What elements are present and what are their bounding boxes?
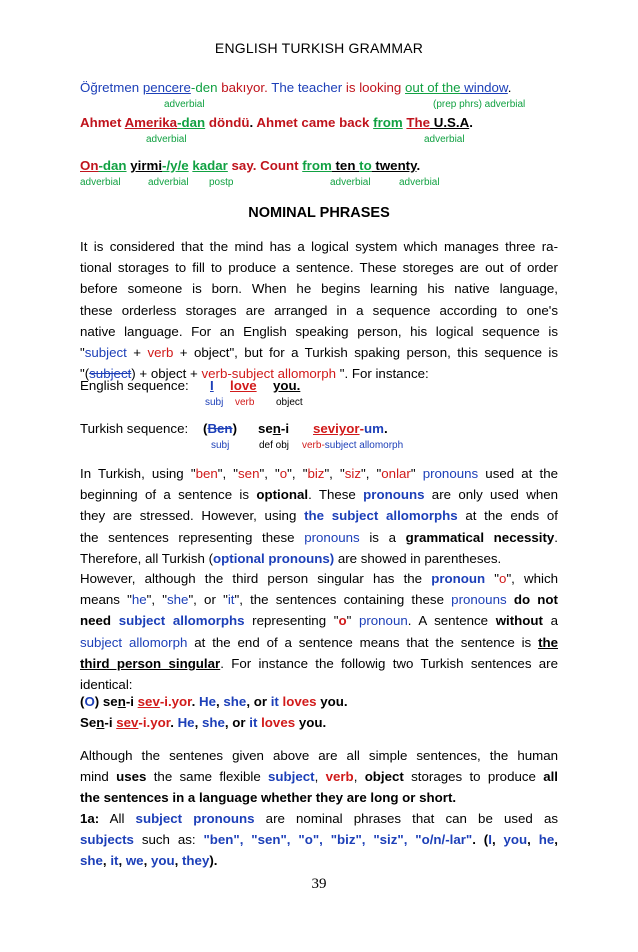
text-line: subjects such as: "ben", "sen", "o", "biz", "siz", "o/n/-lar". (I, you, he,: [80, 832, 558, 848]
paragraph-third-person: [80, 568, 558, 695]
text-line: these orderless storages are arranged in a sequence according to one's: [80, 302, 558, 318]
example-text: döndü: [205, 115, 250, 130]
text-line: 1a: All subject pronouns are nominal phrases that can be used as: [80, 811, 558, 826]
example-text: -dan: [98, 158, 127, 173]
text-line: However, although the third person singular has the pronoun "o", which: [80, 571, 559, 586]
example-text: .: [469, 115, 473, 130]
paragraph-1a: [80, 808, 558, 872]
section-title: NOMINAL PHRASES: [248, 205, 390, 221]
example-text: On: [80, 158, 99, 173]
seq-word-seni: sen-i: [258, 421, 290, 436]
text-line: third person singular. For instance the followig two Turkish sentences are: [80, 655, 558, 671]
example-text: Amerika: [124, 115, 178, 130]
tag-verb-subject-allomorph: verb-subject allomorph: [302, 440, 404, 451]
example-text: pencere: [142, 80, 191, 95]
example-text: The teacher: [271, 80, 343, 95]
text-line: "(subject) + object + verb-subject allomorph ". For instance:: [80, 366, 429, 382]
paragraph-storages: [80, 745, 558, 809]
tag-subj: subj: [205, 397, 224, 408]
example-text: yirmi: [130, 158, 163, 173]
seq-word-i: I: [210, 378, 214, 393]
text-line: beginning of a sentence is optional. These pronouns are only used when: [80, 487, 559, 503]
example-text: Ahmet: [80, 115, 125, 130]
example-text: U.S.A: [430, 115, 470, 130]
example-text: twenty: [371, 158, 417, 173]
running-header: ENGLISH TURKISH GRAMMAR: [214, 40, 424, 56]
example-text: Count: [260, 158, 299, 173]
example-text: kadar: [192, 158, 228, 173]
example-sentence-2: Sen-i sev-i.yor. He, she, or it loves you.: [80, 715, 327, 730]
example-text: from: [373, 115, 403, 130]
text-line: Although the sentenes given above are all simple sentences, the human: [80, 748, 558, 763]
example-text: Öğretmen: [80, 80, 143, 95]
example-text: from: [302, 158, 332, 173]
seq-word-ben: (Ben): [203, 421, 237, 436]
example-text: out of the: [405, 80, 461, 95]
tag-postp: postp: [209, 177, 234, 188]
tag-adverbial: adverbial: [146, 134, 187, 145]
example-text: .: [507, 80, 512, 95]
text-line: subject allomorph at the end of a sentence means that the sentence is the: [80, 634, 559, 650]
text-line: need subject allomorphs representing "o" pronoun. A sentence without a: [80, 613, 558, 629]
tag-adverbial: adverbial: [148, 177, 189, 188]
tag-adverbial: adverbial: [399, 177, 440, 188]
text-line: tional storages to fill to produce a sentence. These storeges are out of order: [80, 260, 558, 276]
tag-verb: verb: [235, 397, 255, 408]
text-line: the sentences representing these pronouns is a grammatical necessity.: [80, 529, 558, 545]
example-sentence-1: (O) sen-i sev-i.yor. He, she, or it loves you.: [80, 694, 348, 709]
text-line: identical:: [80, 676, 133, 692]
tag-prep-phrase-adverbial: (prep phrs) adverbial: [433, 99, 526, 110]
tag-adverbial: adverbial: [80, 177, 121, 188]
turkish-sequence-label: Turkish sequence:: [80, 421, 189, 436]
example-text: ten: [331, 158, 360, 173]
tag-adverbial: adverbial: [164, 99, 205, 110]
example-text: is looking: [342, 80, 406, 95]
example-line-2: [80, 115, 473, 130]
text-line: native language. For an English speaking person, his logical sequence is: [80, 323, 558, 339]
example-text: -/y/e: [162, 158, 189, 173]
tag-def-obj: def obj: [259, 440, 290, 451]
tag-adverbial: adverbial: [424, 134, 465, 145]
example-text: .: [416, 158, 421, 173]
seq-word-love: love: [230, 378, 257, 393]
example-text: to: [359, 158, 372, 173]
text-line: In Turkish, using "ben", "sen", "o", "biz", "siz", "onlar" pronouns used at the: [80, 466, 558, 481]
seq-word-you: you.: [273, 378, 301, 393]
example-text: -den: [190, 80, 218, 95]
text-line: the sentences in a language whether they are long or short.: [80, 790, 457, 806]
seq-word-seviyorum: seviyor-um.: [313, 421, 388, 436]
example-text: bakıyor.: [217, 80, 272, 95]
tag-subj: subj: [211, 440, 230, 451]
text-line: It is considered that the mind has a logical system which manages three ra-: [80, 239, 558, 254]
example-text: -dan: [177, 115, 206, 130]
text-line: they are stressed. However, using the subject allomorphs at the ends of: [80, 508, 558, 524]
tag-object: object: [276, 397, 303, 408]
text-line: she, it, we, you, they).: [80, 853, 218, 869]
example-text: say.: [227, 158, 261, 173]
paragraph-pronouns: [80, 463, 558, 569]
example-text: window: [460, 80, 508, 95]
text-line: before someone is born. When he begins learning his native language,: [80, 281, 558, 297]
example-line-1: [80, 80, 512, 95]
example-text: .: [249, 115, 257, 130]
example-text: The: [406, 115, 431, 130]
english-sequence-label: English sequence:: [80, 378, 189, 393]
text-line: mind uses the same flexible subject, verb, object storages to produce all: [80, 769, 559, 785]
text-line: means "he", "she", or "it", the sentences containing these pronouns do not: [80, 592, 558, 608]
paragraph-intro: [80, 236, 558, 384]
text-line: "subject + verb + object", but for a Turkish spaking person, this sequence is: [80, 344, 559, 360]
example-text: Ahmet came back: [256, 115, 374, 130]
text-line: Therefore, all Turkish (optional pronouns) are showed in parentheses.: [80, 550, 502, 566]
page-number: 39: [311, 876, 327, 892]
example-line-3: [80, 158, 420, 173]
tag-adverbial: adverbial: [330, 177, 371, 188]
